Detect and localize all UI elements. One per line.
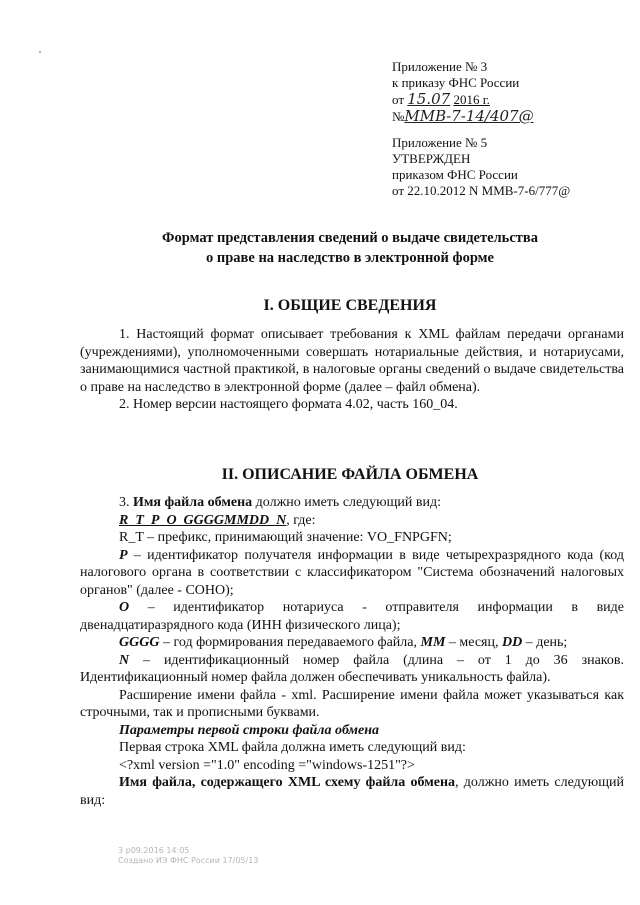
xml-declaration: <?xml version ="1.0" encoding ="windows-1251"?>: [119, 757, 415, 773]
section-1-heading: I. ОБЩИЕ СВЕДЕНИЯ: [263, 297, 437, 314]
appendix-3-date: от 15.07 2016 г.: [392, 90, 490, 108]
paragraph: P – идентификатор получателя информации в виде четырехразрядного кода (код налогового органа в соответствии с классификатором "Система обозначений налоговых органов" (далее - СОНО);: [80, 547, 624, 598]
document-title: Формат представления сведений о выдаче свидетельства о праве на наследство в электронной форме: [162, 230, 538, 266]
paragraph: 3. Имя файла обмена должно иметь следующий вид:: [119, 495, 442, 510]
subheading: Параметры первой строки файла обмена: [119, 722, 379, 738]
appendix-5-label: Приложение № 5: [392, 135, 488, 150]
paragraph: Расширение имени файла - xml. Расширение имени файла может указываться как строчными, так и прописными буквами.: [80, 687, 624, 720]
appendix-3-number: №ММВ-7-14/407@: [392, 107, 534, 125]
paragraph: O – идентификатор нотариуса - отправителя информации в виде двенадцатиразрядного кода (ИНН физического лица);: [80, 600, 625, 633]
appendix-3-label: Приложение № 3: [392, 59, 488, 74]
section-2-heading: II. ОПИСАНИЕ ФАЙЛА ОБМЕНА: [221, 466, 479, 483]
handwritten-number: ММВ-7-14/407@: [404, 107, 534, 125]
approved-label: УТВЕРЖДЕН: [392, 151, 471, 166]
appendix-3-order: к приказу ФНС России: [392, 75, 520, 90]
paragraph: Имя файла, содержащего XML схему файла обмена, должно иметь следующий вид:: [80, 775, 624, 808]
scan-footer: 3 р09.2016 14:05 Сoздано ИЭ ФНС России 17/05/13: [118, 846, 259, 865]
paragraph: R_T_P_O_GGGGMMDD_N, где:: [119, 512, 316, 528]
section-2-body: [80, 494, 624, 809]
paragraph: N – идентификационный номер файла (длина – от 1 до 36 знаков. Идентификационный номер файла должен обеспечивать уникальность файла).: [80, 652, 624, 685]
paragraph: Первая строка XML файла должна иметь следующий вид:: [119, 740, 466, 755]
file-name-pattern: R_T_P_O_GGGGMMDD_N: [119, 512, 287, 528]
section-1-body: [80, 326, 624, 414]
scan-speck: [39, 51, 41, 53]
appendix-5-date: от 22.10.2012 N ММВ-7-6/777@: [392, 183, 571, 198]
appendix-5-order: приказом ФНС России: [392, 167, 518, 182]
paragraph: 1. Настоящий формат описывает требования к XML файлам передачи органами (учреждениями), уполномоченными совершать нотариальные действия, и нотариусами, занимающимися частной практикой, в налоговые органы сведений о выдаче свидетельства о праве на наследство в электронной форме (далее – файл обмена).: [80, 327, 624, 395]
appendix-5-block: [392, 135, 592, 199]
paragraph: R_T – префикс, принимающий значение: VO_FNPGFN;: [119, 530, 452, 545]
appendix-3-block: [392, 59, 592, 125]
paragraph: GGGG – год формирования передаваемого файла, MM – месяц, DD – день;: [119, 635, 568, 650]
paragraph: 2. Номер версии настоящего формата 4.02, часть 160_04.: [119, 397, 458, 412]
handwritten-date: 15.07: [407, 90, 451, 108]
